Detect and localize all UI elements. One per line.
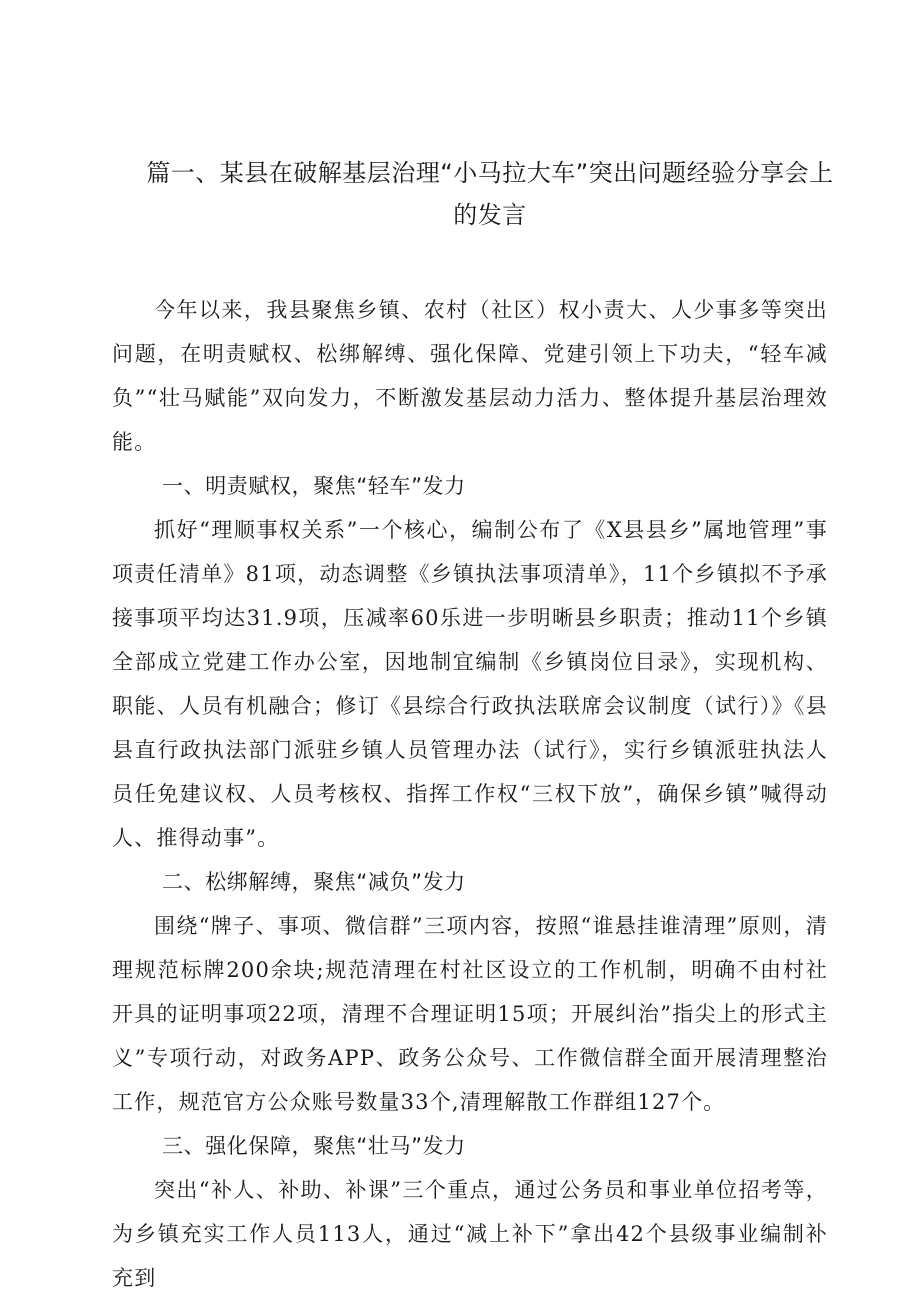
section-paragraph-2: 围绕“牌子、事项、微信群”三项内容，按照“谁悬挂谁清理”原则，清理规范标牌200余块;规范清理在村社区设立的工作机制，明确不由村社开具的证明事项22项，清理不合理证明15项；开展纠治”指尖上的形式主义”专项行动，对政务APP、政务公众号、工作微信群全面开展清理整治工作，规范官方公众账号数量33个,清理解散工作群组127个。 <box>112 914 828 1114</box>
section-paragraph-3: 突出“补人、补助、补课”三个重点，通过公务员和事业单位招考等，为乡镇充实工作人员113人，通过“减上补下”拿出42个县级事业编制补充到 <box>112 1178 828 1290</box>
section-heading-1: 一、明责赋权，聚焦“轻车”发力 <box>162 474 466 498</box>
section-heading-3: 三、强化保障，聚焦“壮马”发力 <box>162 1134 466 1158</box>
intro-paragraph: 今年以来，我县聚焦乡镇、农村（社区）权小责大、人少事多等突出问题，在明责赋权、松绑解缚、强化保障、党建引领上下功夫，“轻车减负”“壮马赋能”双向发力，不断激发基层动力活力、整体提升基层治理效能。 <box>112 298 828 454</box>
document-body <box>112 288 828 1300</box>
section-heading-2: 二、松绑解缚，聚焦“减负”发力 <box>162 870 466 894</box>
document-title: 篇一、某县在破解基层治理“小马拉大车”突出问题经验分享会上的发言 <box>146 159 834 229</box>
section-paragraph-1: 抓好“理顺事权关系”一个核心，编制公布了《X县县乡”属地管理”事项责任清单》81项，动态调整《乡镇执法事项清单》，11个乡镇拟不予承接事项平均达31.9项，压减率60乐进一步明晰县乡职责；推动11个乡镇全部成立党建工作办公室，因地制宜编制《乡镇岗位目录》，实现机构、职能、人员有机融合；修订《县综合行政执法联席会议制度（试行）》《县县直行政执法部门派驻乡镇人员管理办法（试行》，实行乡镇派驻执法人员任免建议权、人员考核权、指挥工作权“三权下放”，确保乡镇”喊得动人、推得动事”。 <box>112 518 828 850</box>
